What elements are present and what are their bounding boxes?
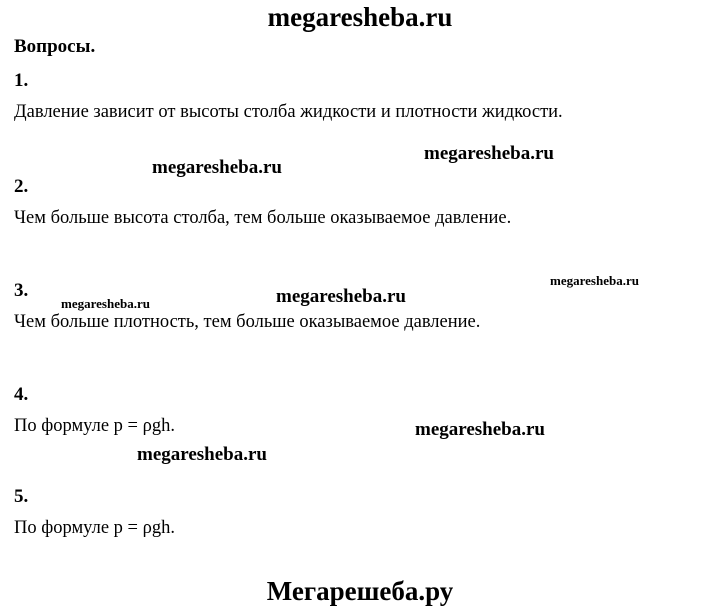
watermark-text: megaresheba.ru — [415, 419, 545, 440]
watermark-text: megaresheba.ru — [137, 444, 267, 465]
question-text-5: По формуле p = ρgh. — [14, 518, 175, 538]
question-number-5: 5. — [14, 486, 29, 507]
watermark-text: megaresheba.ru — [276, 286, 406, 307]
question-text-1: Давление зависит от высоты столба жидкости и плотности жидкости. — [14, 102, 563, 122]
question-text-3: Чем больше плотность, тем больше оказываемое давление. — [14, 312, 481, 332]
question-item-2 — [14, 176, 511, 229]
question-item-4 — [14, 384, 175, 437]
watermark-text: megaresheba.ru — [61, 296, 150, 311]
question-text-4: По формуле p = ρgh. — [14, 416, 175, 436]
question-number-1: 1. — [14, 70, 29, 91]
site-title-header: megaresheba.ru — [267, 2, 453, 32]
section-title: Вопросы. — [14, 36, 96, 57]
watermark-text: megaresheba.ru — [152, 157, 282, 178]
question-number-4: 4. — [14, 384, 29, 405]
watermark-text: megaresheba.ru — [550, 273, 639, 288]
site-title-footer: Мегарешеба.ру — [266, 576, 454, 606]
question-item-5 — [14, 486, 175, 539]
question-item-1 — [14, 70, 563, 123]
watermark-text: megaresheba.ru — [424, 143, 554, 164]
question-text-2: Чем больше высота столба, тем больше оказываемое давление. — [14, 208, 512, 228]
question-number-3: 3. — [14, 280, 29, 301]
question-number-2: 2. — [14, 176, 29, 197]
